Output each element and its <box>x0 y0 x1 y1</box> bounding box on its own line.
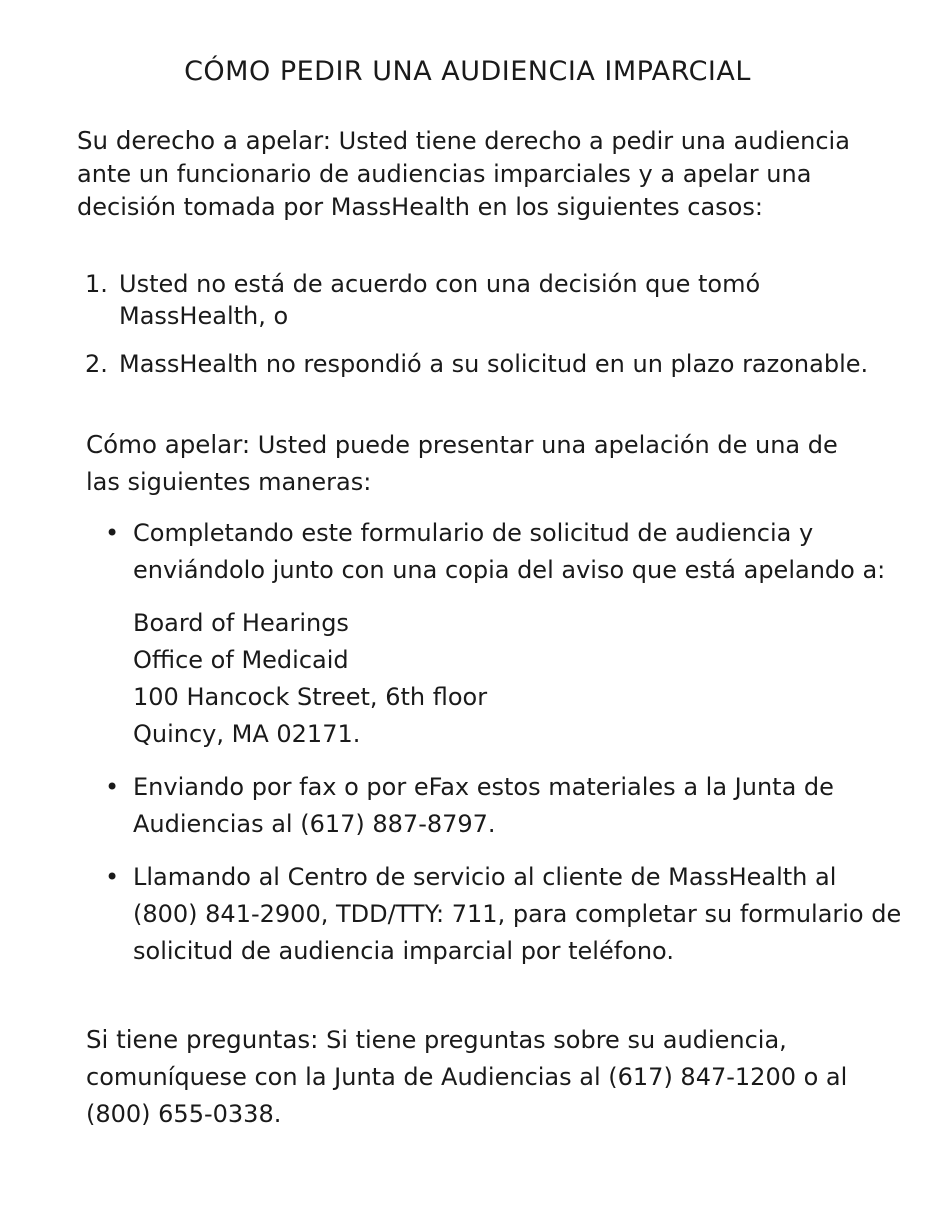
how-to-appeal-heading: Cómo apelar: <box>86 430 251 459</box>
list-item-number: 2. <box>85 350 108 378</box>
list-item-number: 1. <box>85 270 108 298</box>
right-to-appeal-heading: Su derecho a apelar: <box>77 126 332 155</box>
list-item-text: MassHealth no respondió a su solicitud en un plazo razonable. <box>119 350 869 378</box>
page-title: CÓMO PEDIR UNA AUDIENCIA IMPARCIAL <box>184 56 751 87</box>
appeal-methods-list <box>86 515 906 970</box>
bullet-icon: • <box>105 863 120 891</box>
mailing-address <box>133 605 906 753</box>
bullet-icon: • <box>105 519 120 547</box>
how-to-appeal-paragraph <box>86 426 876 501</box>
method-fax <box>86 769 906 843</box>
appeal-cases-list <box>77 268 877 396</box>
list-item <box>77 348 877 380</box>
right-to-appeal-paragraph <box>77 124 877 224</box>
questions-paragraph <box>86 1021 876 1133</box>
how-to-appeal-text: Usted puede presentar una apelación de una de las siguientes maneras: <box>86 431 838 496</box>
address-line: 100 Hancock Street, 6th floor <box>133 683 488 711</box>
bullet-icon: • <box>105 773 120 801</box>
questions-text: Si tiene preguntas sobre su audiencia, comuníquese con la Junta de Audiencias al (617) 847-1200 o al (800) 655-0338. <box>86 1026 848 1128</box>
right-to-appeal-text: Usted tiene derecho a pedir una audiencia ante un funcionario de audiencias imparciales y a apelar una decisión tomada por MassHealth en los siguientes casos: <box>77 127 850 221</box>
address-line: Board of Hearings <box>133 609 349 637</box>
list-item-text: Usted no está de acuerdo con una decisión que tomó MassHealth, o <box>119 270 761 330</box>
method-fax-text: Enviando por fax o por eFax estos materiales a la Junta de Audiencias al (617) 887-8797. <box>133 773 834 838</box>
method-phone-text: Llamando al Centro de servicio al cliente de MassHealth al (800) 841-2900, TDD/TTY: 711, para completar su formulario de solicitud de audiencia imparcial por teléfono. <box>133 863 902 965</box>
method-mail-text: Completando este formulario de solicitud de audiencia y enviándolo junto con una copia del aviso que está apelando a: <box>133 519 886 584</box>
list-item <box>77 268 877 332</box>
method-phone <box>86 859 906 970</box>
address-line: Quincy, MA 02171. <box>133 720 361 748</box>
questions-heading: Si tiene preguntas: <box>86 1025 319 1054</box>
address-line: Office of Medicaid <box>133 646 349 674</box>
method-mail <box>86 515 906 753</box>
